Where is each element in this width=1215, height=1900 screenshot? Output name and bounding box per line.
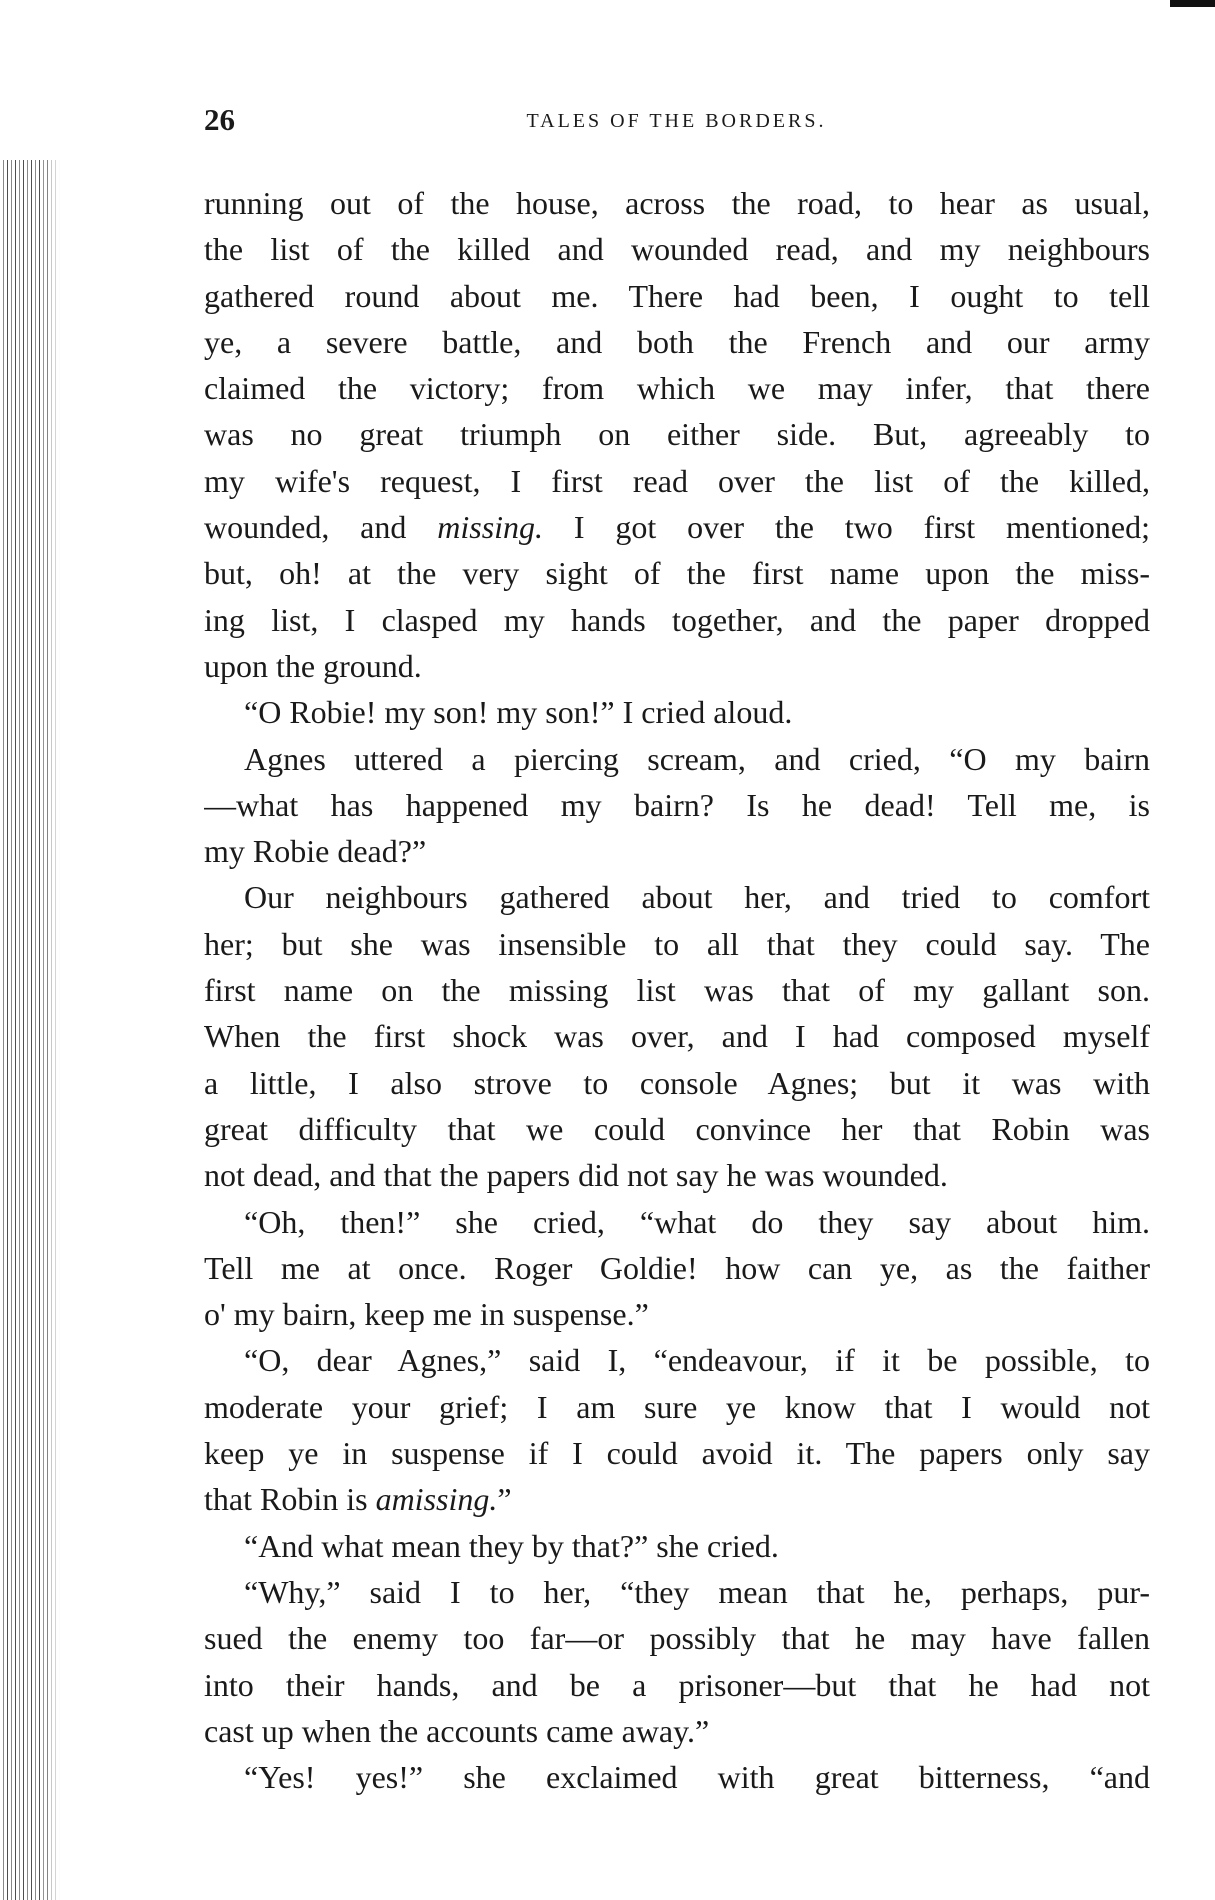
text-line: great difficulty that we could convince her that Robin was: [204, 1110, 1150, 1147]
text-line: cast up when the accounts came away.”: [204, 1712, 710, 1749]
text-line: not dead, and that the papers did not say he was wounded.: [204, 1157, 948, 1194]
text-line: o' my bairn, keep me in suspense.”: [204, 1296, 649, 1333]
running-header: [204, 102, 1149, 142]
text-line: the list of the killed and wounded read, and my neighbours: [204, 231, 1150, 268]
text-line: “And what mean they by that?” she cried.: [244, 1527, 779, 1564]
text-line: my wife's request, I first read over the list of the killed,: [204, 462, 1150, 499]
text-line: [204, 504, 1150, 550]
text-line: ing list, I clasped my hands together, and the paper dropped: [204, 601, 1150, 638]
text-line: Our neighbours gathered about her, and tried to comfort: [244, 879, 1150, 916]
text-run: wounded, and: [204, 509, 438, 546]
italic-word: amissing.: [375, 1481, 498, 1518]
text-line: —what has happened my bairn? Is he dead! Tell me, is: [204, 786, 1150, 823]
text-line: Tell me at once. Roger Goldie! how can ye, as the faither: [204, 1249, 1150, 1286]
body-text: [204, 180, 1150, 1800]
text-run: ”: [497, 1481, 512, 1518]
text-line: [204, 1476, 1150, 1522]
text-line: Agnes uttered a piercing scream, and cried, “O my bairn: [244, 740, 1150, 777]
text-line: upon the ground.: [204, 647, 422, 684]
page-number: 26: [204, 102, 235, 137]
text-line: “O, dear Agnes,” said I, “endeavour, if it be possible, to: [244, 1342, 1150, 1379]
running-title: TALES OF THE BORDERS.: [526, 110, 827, 132]
text-line: into their hands, and be a prisoner—but that he had not: [204, 1666, 1150, 1703]
binding-shadow: [0, 160, 60, 1900]
text-run: that Robin is: [204, 1481, 376, 1518]
italic-word: missing.: [437, 509, 544, 546]
text-line: a little, I also strove to console Agnes; but it was with: [204, 1064, 1150, 1101]
text-line: my Robie dead?”: [204, 833, 427, 870]
text-line: first name on the missing list was that of my gallant son.: [204, 972, 1150, 1009]
text-line: running out of the house, across the road, to hear as usual,: [204, 185, 1150, 221]
text-line: sued the enemy too far—or possibly that he may have fallen: [204, 1620, 1150, 1657]
text-line: claimed the victory; from which we may infer, that there: [204, 370, 1150, 407]
text-line: “Yes! yes!” she exclaimed with great bitterness, “and: [244, 1759, 1150, 1796]
text-line: “Why,” said I to her, “they mean that he, perhaps, pur-: [244, 1573, 1150, 1610]
text-line: was no great triumph on either side. But, agreeably to: [204, 416, 1150, 453]
text-line: “O Robie! my son! my son!” I cried aloud.: [244, 694, 793, 731]
text-line: her; but she was insensible to all that they could say. The: [204, 925, 1150, 962]
text-line: When the first shock was over, and I had composed myself: [204, 1018, 1150, 1055]
text-line: moderate your grief; I am sure ye know that I would not: [204, 1388, 1150, 1425]
text-line: ye, a severe battle, and both the French and our army: [204, 323, 1150, 360]
text-line: keep ye in suspense if I could avoid it. The papers only say: [204, 1435, 1150, 1472]
page-corner-mark: [1170, 0, 1215, 7]
text-line: “Oh, then!” she cried, “what do they say about him.: [244, 1203, 1150, 1240]
text-line: gathered round about me. There had been, I ought to tell: [204, 277, 1150, 314]
text-run: I got over the two first mentioned;: [543, 509, 1150, 546]
text-line: but, oh! at the very sight of the first name upon the miss-: [204, 555, 1150, 592]
